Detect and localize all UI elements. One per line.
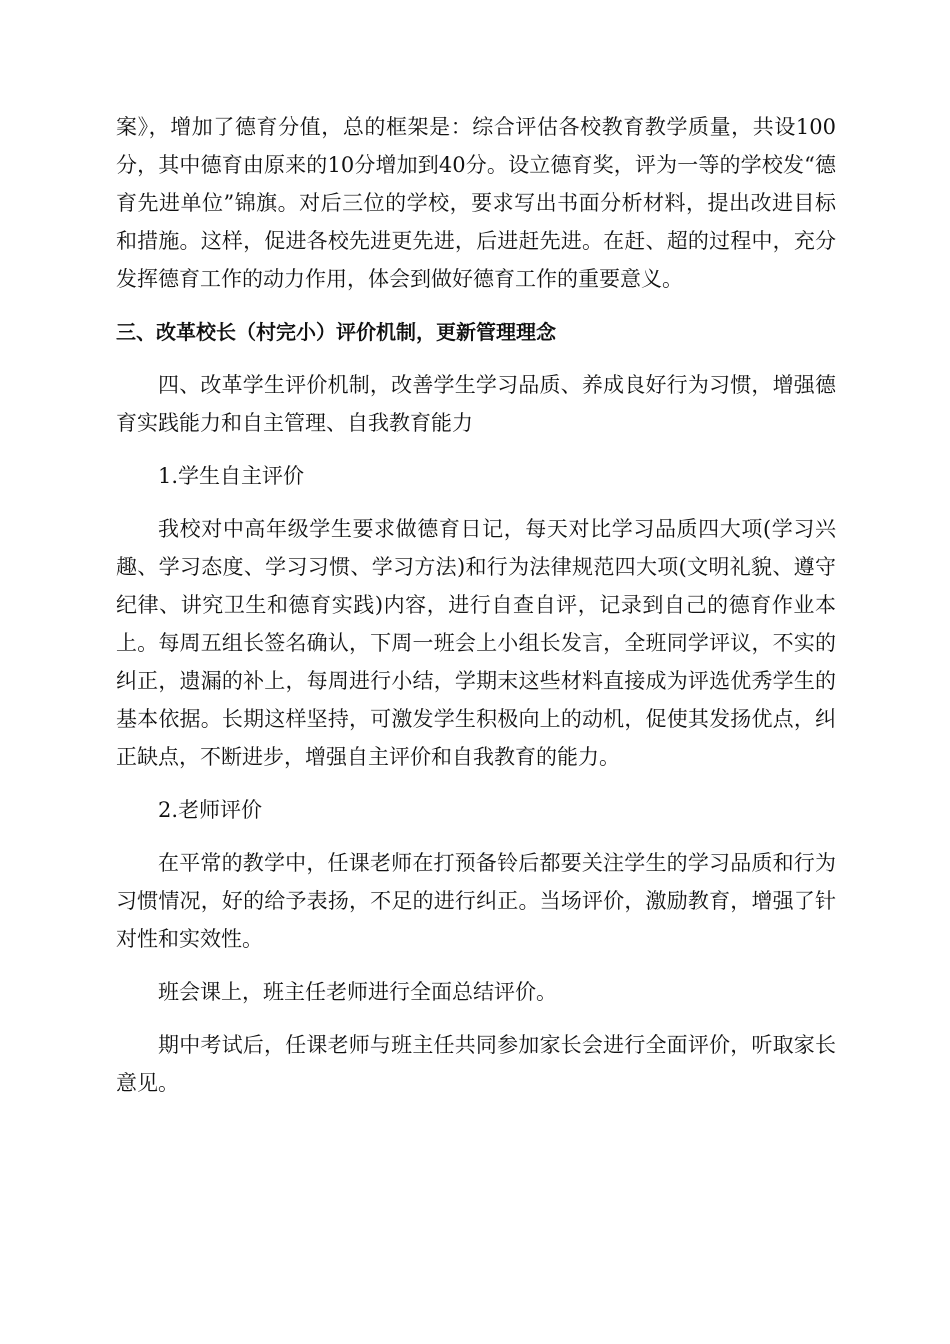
paragraph-student-self-evaluation: 我校对中高年级学生要求做德育日记，每天对比学习品质四大项(学习兴趣、学习态度、学习习惯、学习方法)和行为法律规范四大项(文明礼貌、遵守纪律、讲究卫生和德育实践)内容，进行自查自评，记录到自己的德育作业本上。每周五组长签名确认，下周一班会上小组长发言，全班同学评议，不实的纠正，遗漏的补上，每周进行小结，学期末这些材料直接成为评选优秀学生的基本依据。长期这样坚持，可激发学生积极向上的动机，促使其发扬优点，纠正缺点，不断进步，增强自主评价和自我教育的能力。	[116, 517, 836, 769]
paragraph-continuation: 案》，增加了德育分值，总的框架是：综合评估各校教育教学质量，共设100分，其中德育由原来的10分增加到40分。设立德育奖，评为一等的学校发“德育先进单位”锦旗。对后三位的学校，要求写出书面分析材料，提出改进目标和措施。这样，促进各校先进更先进，后进赶先进。在赶、超的过程中，充分发挥德育工作的动力作用，体会到做好德育工作的重要意义。	[116, 115, 836, 291]
section-heading-4: 四、改革学生评价机制，改善学生学习品质、养成良好行为习惯，增强德育实践能力和自主管理、自我教育能力	[116, 373, 836, 435]
section-heading-3: 三、改革校长（村完小）评价机制，更新管理理念	[116, 320, 556, 344]
subheading-student-self-evaluation: 1.学生自主评价	[158, 464, 305, 488]
subheading-teacher-evaluation: 2.老师评价	[158, 798, 263, 822]
paragraph-teacher-evaluation: 在平常的教学中，任课老师在打预备铃后都要关注学生的学习品质和行为习惯情况，好的给予表扬，不足的进行纠正。当场评价，激励教育，增强了针对性和实效性。	[116, 851, 836, 951]
paragraph-class-meeting: 班会课上，班主任老师进行全面总结评价。	[158, 980, 557, 1004]
document-body	[116, 108, 836, 1117]
paragraph-parent-meeting: 期中考试后，任课老师与班主任共同参加家长会进行全面评价，听取家长意见。	[116, 1033, 836, 1095]
